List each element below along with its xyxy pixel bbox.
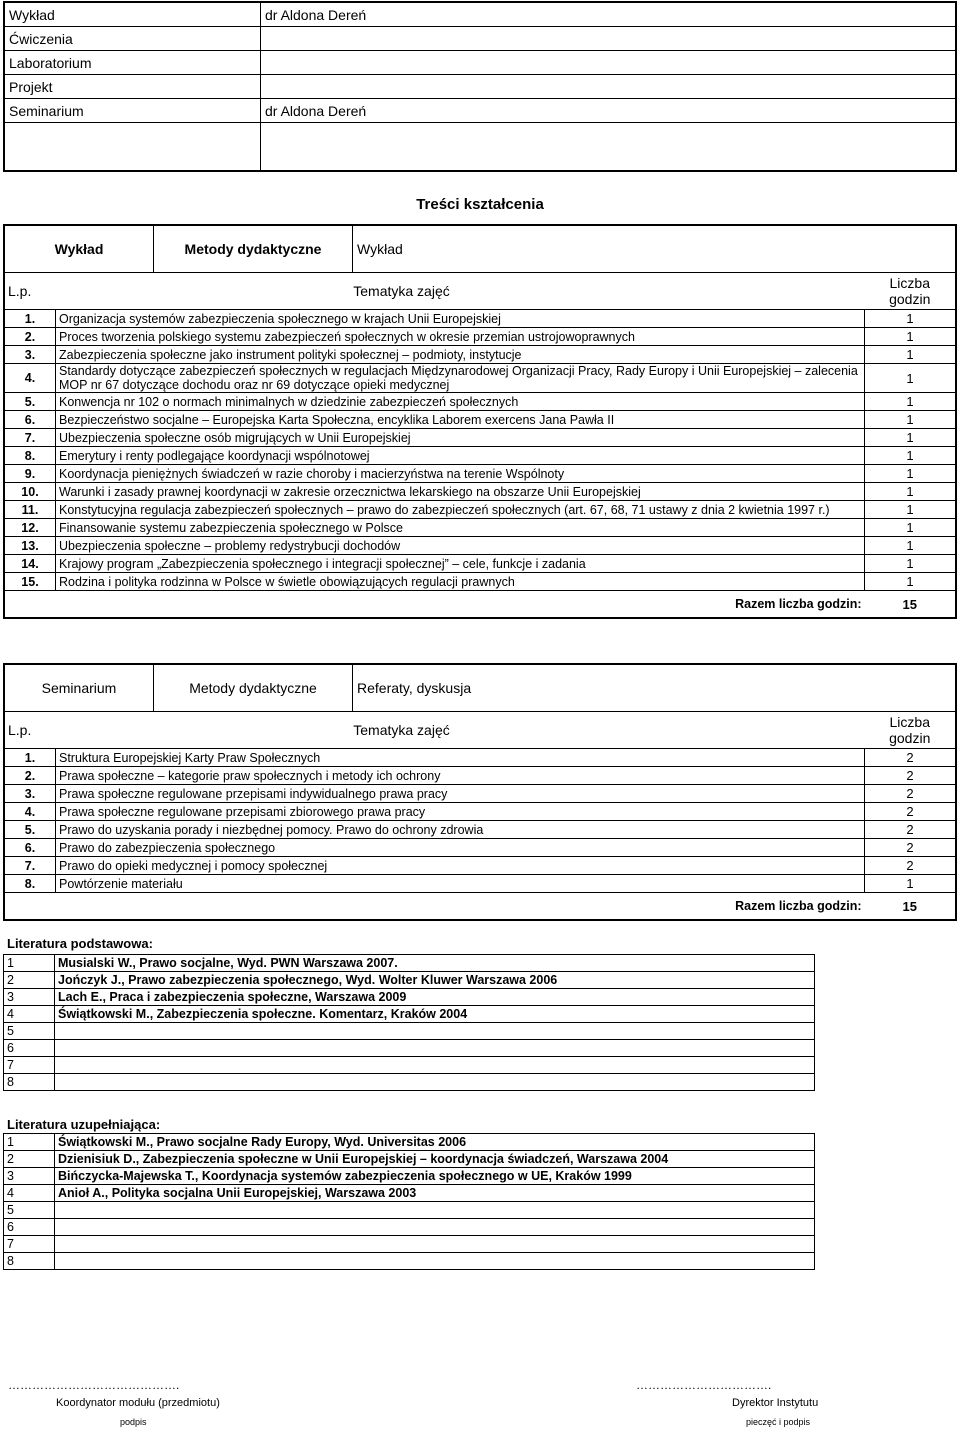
- row-hours: 2: [865, 839, 956, 857]
- col-hours: Liczba godzin: [889, 275, 931, 307]
- row-number: 5.: [5, 393, 56, 411]
- section-title: Treści kształcenia: [416, 196, 544, 213]
- row-topic: Krajowy program „Zabezpieczenia społecznego i integracji społecznej” – cele, funkcje i zadania: [56, 555, 865, 573]
- literature-extra-table: [3, 1133, 815, 1270]
- literature-number: 5: [4, 1202, 55, 1219]
- row-number: 8.: [5, 447, 56, 465]
- row-hours: 2: [865, 803, 956, 821]
- literature-item: [4, 1134, 815, 1151]
- literature-text: Dzienisiuk D., Zabezpieczenia społeczne w Unii Europejskiej – koordynacja świadczeń, Warszawa 2004: [55, 1151, 815, 1168]
- literature-number: 6: [4, 1219, 55, 1236]
- literature-text: [55, 1057, 815, 1074]
- literature-text: [55, 1219, 815, 1236]
- literature-number: 6: [4, 1040, 55, 1057]
- literature-text: Bińczycka-Majewska T., Koordynacja systemów zabezpieczenia społecznego w UE, Kraków 1999: [55, 1168, 815, 1185]
- total-row: [5, 591, 955, 618]
- literature-text: Musialski W., Prawo socjalne, Wyd. PWN Warszawa 2007.: [55, 955, 815, 972]
- row-number: 4.: [5, 364, 56, 393]
- table-row: [5, 857, 955, 875]
- row-hours: 2: [865, 821, 956, 839]
- literature-item: [4, 1219, 815, 1236]
- literature-text: Świątkowski M., Zabezpieczenia społeczne. Komentarz, Kraków 2004: [55, 1006, 815, 1023]
- row-topic: Prawa społeczne – kategorie praw społecznych i metody ich ochrony: [56, 767, 865, 785]
- row-number: 10.: [5, 483, 56, 501]
- literature-number: 4: [4, 1185, 55, 1202]
- row-hours: 1: [865, 393, 956, 411]
- literature-number: 4: [4, 1006, 55, 1023]
- row-hours: 1: [865, 411, 956, 429]
- literature-number: 3: [4, 1168, 55, 1185]
- row-number: 1.: [5, 749, 56, 767]
- lecture-methods-header: [5, 226, 955, 273]
- row-number: 2.: [5, 328, 56, 346]
- table-row: [5, 346, 955, 364]
- literature-number: 3: [4, 989, 55, 1006]
- row-number: 13.: [5, 537, 56, 555]
- table-row: [5, 465, 955, 483]
- table-row: [5, 411, 955, 429]
- row-hours: 1: [865, 364, 956, 393]
- table-row: [5, 839, 955, 857]
- row-topic: Prawo do zabezpieczenia społecznego: [56, 839, 865, 857]
- row-topic: Ubezpieczenia społeczne – problemy redystrybucji dochodów: [56, 537, 865, 555]
- seminar-methods-value: Referaty, dyskusja: [357, 680, 472, 696]
- literature-extra-title: Literatura uzupełniająca:: [7, 1117, 161, 1132]
- literature-number: 5: [4, 1023, 55, 1040]
- lecture-topics-header: [5, 273, 955, 310]
- lecture-form-label: Wykład: [5, 226, 154, 272]
- col-lp: L.p.: [8, 283, 32, 299]
- row-number: 5.: [5, 821, 56, 839]
- row-topic: Warunki i zasady prawnej koordynacji w zakresie orzecznictwa lekarskiego na obszarze Unii Europejskiej: [56, 483, 865, 501]
- literature-item: [4, 1006, 815, 1023]
- literature-text: Jończyk J., Prawo zabezpieczenia społecznego, Wyd. Wolter Kluwer Warszawa 2006: [55, 972, 815, 989]
- row-number: 3.: [5, 346, 56, 364]
- row-topic: Prawo do opieki medycznej i pomocy społecznej: [56, 857, 865, 875]
- table-row: [5, 749, 955, 767]
- row-topic: Prawa społeczne regulowane przepisami indywidualnego prawa pracy: [56, 785, 865, 803]
- instructor-name: dr Aldona Dereń: [261, 99, 957, 123]
- lecture-methods-value: Wykład: [357, 241, 403, 257]
- col-topic: Tematyka zajęć: [353, 722, 450, 738]
- literature-text: [55, 1023, 815, 1040]
- seminar-methods-header: [5, 665, 955, 712]
- row-hours: 1: [865, 537, 956, 555]
- col-hours: Liczba godzin: [889, 714, 931, 746]
- lecture-methods-label: Metody dydaktyczne: [154, 226, 353, 272]
- seminar-topics-table: [5, 712, 955, 919]
- literature-text: Świątkowski M., Prawo socjalne Rady Europy, Wyd. Universitas 2006: [55, 1134, 815, 1151]
- row-hours: 2: [865, 749, 956, 767]
- instructor-empty-row: [4, 123, 956, 172]
- lecture-topics-table: [5, 273, 955, 617]
- row-topic: Rodzina i polityka rodzinna w Polsce w świetle obowiązujących regulacji prawnych: [56, 573, 865, 591]
- signature-dots-left: …………………………………….: [8, 1378, 180, 1392]
- row-number: 4.: [5, 803, 56, 821]
- row-hours: 1: [865, 501, 956, 519]
- row-hours: 1: [865, 346, 956, 364]
- row-hours: 1: [865, 447, 956, 465]
- table-row: [5, 573, 955, 591]
- table-row: [5, 537, 955, 555]
- literature-text: [55, 1253, 815, 1270]
- literature-text: Anioł A., Polityka socjalna Unii Europejskiej, Warszawa 2003: [55, 1185, 815, 1202]
- table-row: [5, 821, 955, 839]
- literature-number: 8: [4, 1253, 55, 1270]
- row-topic: Standardy dotyczące zabezpieczeń społecznych w regulacjach Międzynarodowej Organizacji Pracy, Rady Europy i Unii Europejskiej – zalecenia MOP nr 67 dotyczące dochodu oraz nr 69 dotyczące opieki medycznej: [56, 364, 865, 393]
- literature-text: Lach E., Praca i zabezpieczenia społeczne, Warszawa 2009: [55, 989, 815, 1006]
- literature-text: [55, 1040, 815, 1057]
- literature-item: [4, 972, 815, 989]
- row-topic: Konstytucyjna regulacja zabezpieczeń społecznych – prawo do zabezpieczeń społecznych (art. 67, 68, 71 ustawy z dnia 2 kwietnia 1997 r.): [56, 501, 865, 519]
- literature-basic-title: Literatura podstawowa:: [7, 936, 153, 951]
- table-row: [5, 875, 955, 893]
- table-row: [5, 785, 955, 803]
- row-hours: 1: [865, 555, 956, 573]
- literature-number: 2: [4, 972, 55, 989]
- instructor-row: [4, 27, 956, 51]
- instructor-name: [261, 75, 957, 99]
- row-topic: Konwencja nr 102 o normach minimalnych w dziedzinie zabezpieczeń społecznych: [56, 393, 865, 411]
- row-topic: Proces tworzenia polskiego systemu zabezpieczeń społecznych w okresie przemian ustrojowoprawnych: [56, 328, 865, 346]
- row-hours: 1: [865, 875, 956, 893]
- literature-number: 8: [4, 1074, 55, 1091]
- instructor-row: [4, 2, 956, 27]
- literature-item: [4, 1151, 815, 1168]
- table-row: [5, 328, 955, 346]
- row-topic: Prawa społeczne regulowane przepisami zbiorowego prawa pracy: [56, 803, 865, 821]
- row-number: 8.: [5, 875, 56, 893]
- row-number: 11.: [5, 501, 56, 519]
- instructor-name: [261, 27, 957, 51]
- literature-item: [4, 1236, 815, 1253]
- instructors-table: [3, 1, 957, 172]
- table-row: [5, 501, 955, 519]
- instructor-name: [261, 51, 957, 75]
- instructor-role: [4, 123, 261, 172]
- seminar-block: [3, 663, 957, 921]
- literature-basic-table: [3, 954, 815, 1091]
- row-topic: Bezpieczeństwo socjalne – Europejska Karta Społeczna, encyklika Laborem exercens Jana Pawła II: [56, 411, 865, 429]
- instructor-row: [4, 99, 956, 123]
- literature-text: [55, 1074, 815, 1091]
- literature-number: 2: [4, 1151, 55, 1168]
- table-row: [5, 483, 955, 501]
- row-number: 3.: [5, 785, 56, 803]
- row-number: 1.: [5, 310, 56, 328]
- literature-item: [4, 1202, 815, 1219]
- row-hours: 2: [865, 785, 956, 803]
- instructor-role: Laboratorium: [4, 51, 261, 75]
- row-number: 6.: [5, 839, 56, 857]
- row-hours: 1: [865, 483, 956, 501]
- row-topic: Koordynacja pieniężnych świadczeń w razie choroby i macierzyństwa na terenie Wspólnoty: [56, 465, 865, 483]
- table-row: [5, 555, 955, 573]
- literature-text: [55, 1202, 815, 1219]
- literature-item: [4, 1057, 815, 1074]
- table-row: [5, 310, 955, 328]
- row-hours: 2: [865, 767, 956, 785]
- row-topic: Organizacja systemów zabezpieczenia społecznego w krajach Unii Europejskiej: [56, 310, 865, 328]
- row-topic: Struktura Europejskiej Karty Praw Społecznych: [56, 749, 865, 767]
- row-number: 2.: [5, 767, 56, 785]
- total-label: Razem liczba godzin:: [5, 893, 865, 920]
- row-number: 9.: [5, 465, 56, 483]
- instructor-name: dr Aldona Dereń: [261, 2, 957, 27]
- literature-item: [4, 1253, 815, 1270]
- row-number: 6.: [5, 411, 56, 429]
- literature-number: 7: [4, 1236, 55, 1253]
- instructor-name: [261, 123, 957, 172]
- literature-item: [4, 989, 815, 1006]
- table-row: [5, 447, 955, 465]
- literature-item: [4, 1185, 815, 1202]
- literature-item: [4, 1023, 815, 1040]
- row-number: 14.: [5, 555, 56, 573]
- instructor-role: Wykład: [4, 2, 261, 27]
- instructor-row: [4, 51, 956, 75]
- row-hours: 1: [865, 328, 956, 346]
- row-hours: 1: [865, 573, 956, 591]
- table-row: [5, 803, 955, 821]
- row-topic: Powtórzenie materiału: [56, 875, 865, 893]
- literature-item: [4, 1040, 815, 1057]
- literature-number: 7: [4, 1057, 55, 1074]
- table-row: [5, 364, 955, 393]
- row-topic: Emerytury i renty podlegające koordynacji wspólnotowej: [56, 447, 865, 465]
- literature-item: [4, 1168, 815, 1185]
- instructor-row: [4, 75, 956, 99]
- total-label: Razem liczba godzin:: [5, 591, 865, 618]
- total-value: 15: [865, 893, 956, 920]
- seminar-methods-label: Metody dydaktyczne: [154, 665, 353, 711]
- instructor-role: Projekt: [4, 75, 261, 99]
- row-topic: Prawo do uzyskania porady i niezbędnej pomocy. Prawo do ochrony zdrowia: [56, 821, 865, 839]
- row-hours: 2: [865, 857, 956, 875]
- row-topic: Zabezpieczenia społeczne jako instrument polityki społecznej – podmioty, instytucje: [56, 346, 865, 364]
- literature-text: [55, 1236, 815, 1253]
- table-row: [5, 429, 955, 447]
- row-topic: Finansowanie systemu zabezpieczenia społecznego w Polsce: [56, 519, 865, 537]
- row-number: 12.: [5, 519, 56, 537]
- row-topic: Ubezpieczenia społeczne osób migrujących w Unii Europejskiej: [56, 429, 865, 447]
- seminar-topics-header: [5, 712, 955, 749]
- col-topic: Tematyka zajęć: [353, 283, 450, 299]
- instructor-role: Ćwiczenia: [4, 27, 261, 51]
- table-row: [5, 519, 955, 537]
- row-number: 7.: [5, 429, 56, 447]
- literature-number: 1: [4, 955, 55, 972]
- row-hours: 1: [865, 310, 956, 328]
- table-row: [5, 767, 955, 785]
- literature-item: [4, 955, 815, 972]
- row-number: 7.: [5, 857, 56, 875]
- row-number: 15.: [5, 573, 56, 591]
- instructor-role: Seminarium: [4, 99, 261, 123]
- lecture-block: [3, 224, 957, 619]
- table-row: [5, 393, 955, 411]
- seminar-form-label: Seminarium: [5, 665, 154, 711]
- row-hours: 1: [865, 429, 956, 447]
- total-value: 15: [865, 591, 956, 618]
- signature-label-right: Dyrektor Instytutu: [732, 1397, 819, 1409]
- signature-sub-right: pieczęć i podpis: [746, 1417, 811, 1427]
- signature-label-left: Koordynator modułu (przedmiotu): [56, 1397, 220, 1409]
- signature-sub-left: podpis: [120, 1417, 147, 1427]
- total-row: [5, 893, 955, 920]
- row-hours: 1: [865, 519, 956, 537]
- literature-number: 1: [4, 1134, 55, 1151]
- col-lp: L.p.: [8, 722, 32, 738]
- signature-dots-right: …………………………….: [636, 1378, 772, 1392]
- literature-item: [4, 1074, 815, 1091]
- row-hours: 1: [865, 465, 956, 483]
